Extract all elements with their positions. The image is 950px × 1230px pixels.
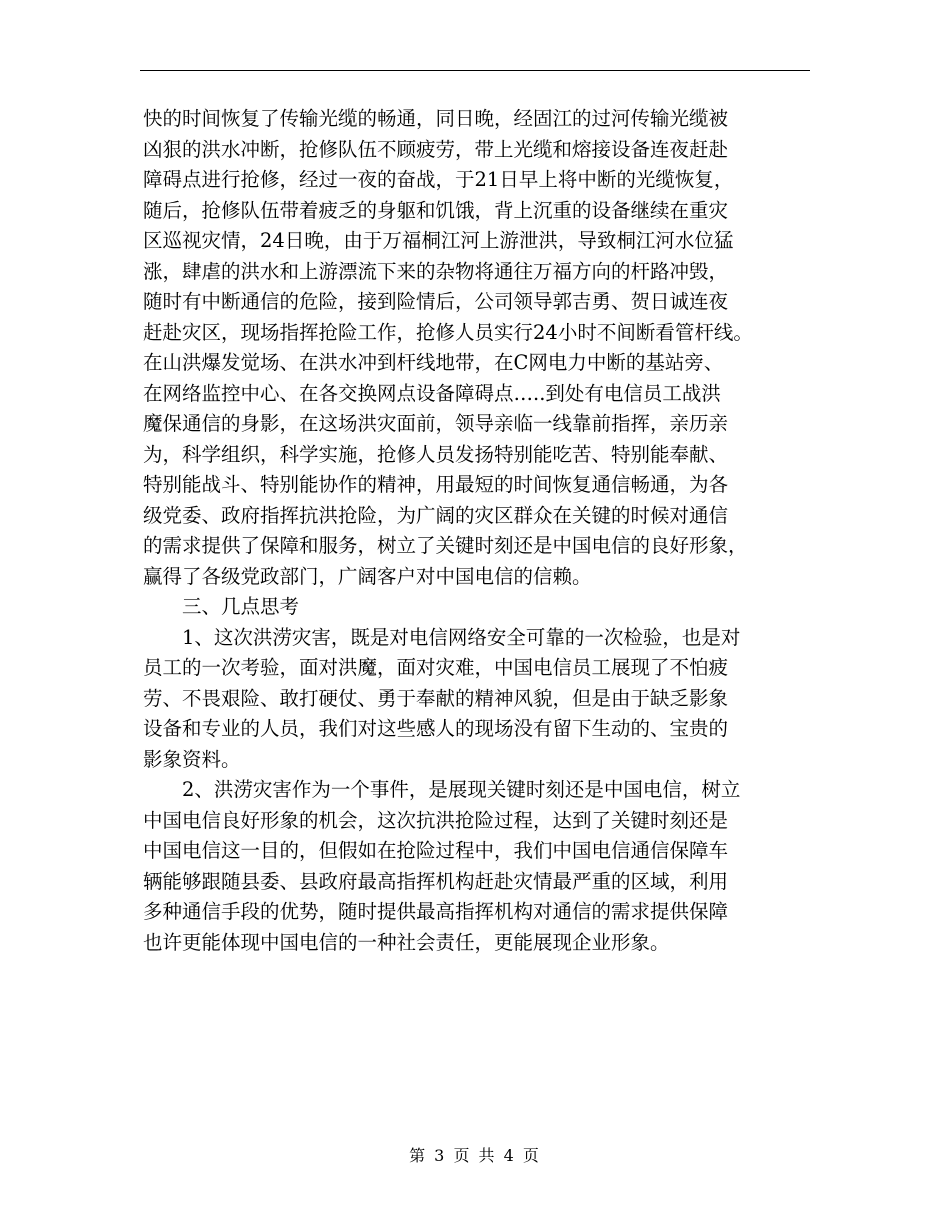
text-line: 级党委、政府指挥抗洪抢险，为广阔的灾区群众在关键的时候对通信 [143, 503, 729, 527]
text-line: 设备和专业的人员，我们对这些感人的现场没有留下生动的、宝贵的 [143, 717, 729, 740]
text-line: 障碍点进行抢修，经过一夜的奋战，于21日早上将中断的光缆恢复， [143, 168, 734, 191]
text-line: 赢得了各级党政部门，广阔客户对中国电信的信赖。 [143, 564, 592, 588]
text-line: 区巡视灾情，24日晚，由于万福桐江河上游泄洪，导致桐江河水位猛 [143, 229, 734, 252]
text-line: 特别能战斗、特别能协作的精神，用最短的时间恢复通信畅通，为各 [143, 473, 729, 496]
document-body [143, 104, 813, 958]
text-line: 也许更能体现中国电信的一种社会责任，更能展现企业形象。 [143, 930, 670, 954]
page-footer: 第 3 页 共 4 页 [409, 1146, 541, 1165]
text-line: 影象资料。 [143, 747, 241, 771]
text-line: 随时有中断通信的危险，接到险情后，公司领导郭吉勇、贺日诚连夜 [143, 290, 729, 313]
text-line: 赶赴灾区，现场指挥抢险工作，抢修人员实行24小时不间断看管杆线。 [143, 320, 753, 344]
text-line: 员工的一次考验，面对洪魔，面对灾难，中国电信员工展现了不怕疲 [143, 656, 729, 679]
text-line: 中国电信这一目的，但假如在抢险过程中，我们中国电信通信保障车 [143, 839, 729, 862]
text-line: 多种通信手段的优势，随时提供最高指挥机构对通信的需求提供保障 [143, 900, 729, 923]
text-line: 随后，抢修队伍带着疲乏的身躯和饥饿，背上沉重的设备继续在重灾 [143, 198, 729, 222]
text-line: 辆能够跟随县委、县政府最高指挥机构赶赴灾情最严重的区域，利用 [143, 869, 729, 893]
text-line: 中国电信良好形象的机会，这次抗洪抢险过程，达到了关键时刻还是 [143, 808, 729, 832]
text-line: 涨，肆虐的洪水和上游漂流下来的杂物将通往万福方向的杆路冲毁， [143, 259, 729, 283]
text-line: 快的时间恢复了传输光缆的畅通，同日晚，经固江的过河传输光缆被 [143, 107, 729, 130]
text-line: 凶狠的洪水冲断，抢修队伍不顾疲劳，带上光缆和熔接设备连夜赶赴 [143, 137, 729, 161]
text-line: 的需求提供了保障和服务，树立了关键时刻还是中国电信的良好形象， [143, 534, 748, 557]
text-line: 2、洪涝灾害作为一个事件，是展现关键时刻还是中国电信，树立 [182, 778, 741, 801]
text-line: 在网络监控中心、在各交换网点设备障碍点…..到处有电信员工战洪 [143, 381, 721, 405]
text-line: 在山洪爆发觉场、在洪水冲到杆线地带，在C网电力中断的基站旁、 [143, 351, 724, 374]
text-line: 为，科学组织，科学实施，抢修人员发扬特别能吃苦、特别能奉献、 [143, 442, 729, 466]
header-rule [140, 70, 810, 71]
text-line: 三、几点思考 [182, 595, 300, 618]
text-line: 1、这次洪涝灾害，既是对电信网络安全可靠的一次检验，也是对 [182, 625, 741, 649]
text-line: 劳、不畏艰险、敢打硬仗、勇于奉献的精神风貌，但是由于缺乏影象 [143, 686, 729, 710]
text-line: 魔保通信的身影，在这场洪灾面前，领导亲临一线靠前指挥，亲历亲 [143, 412, 729, 435]
